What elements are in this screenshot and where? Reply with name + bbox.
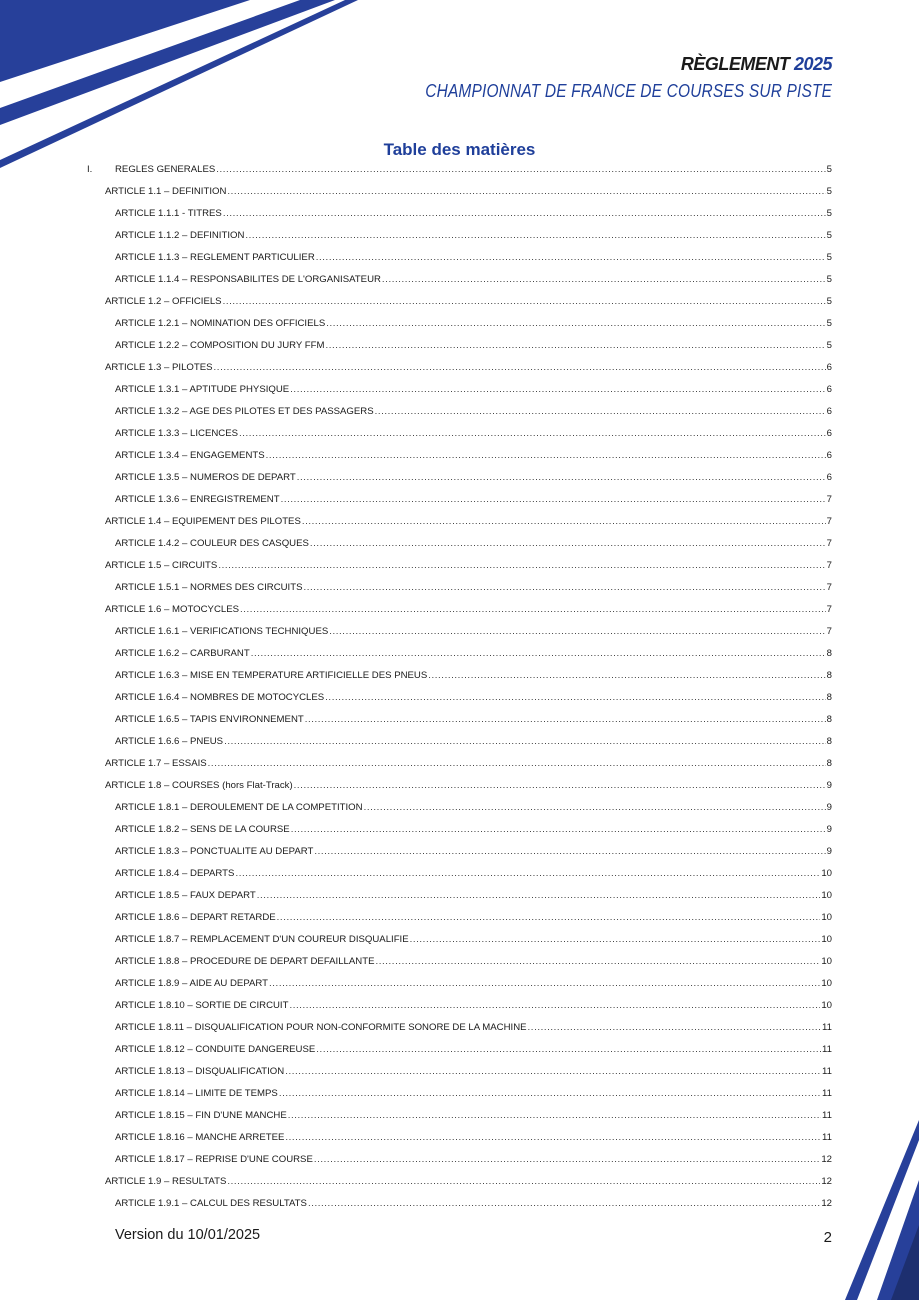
toc-entry[interactable] [115, 468, 832, 484]
document-header [359, 52, 832, 104]
toc-entry-page: 5 [826, 340, 832, 351]
toc-entry-page: 11 [822, 1110, 832, 1121]
toc-entry[interactable] [115, 1150, 832, 1166]
toc-entry-label: ARTICLE 1.1.1 - TITRES [115, 208, 222, 219]
toc-dot-leader [227, 1176, 820, 1188]
toc-entry-page: 11 [822, 1022, 832, 1033]
toc-entry-label: ARTICLE 1.8.4 – DEPARTS [115, 868, 235, 879]
toc-entry-page: 8 [826, 736, 832, 747]
toc-entry[interactable] [105, 1172, 832, 1188]
toc-entry[interactable] [115, 424, 832, 440]
toc-entry-page: 11 [822, 1088, 832, 1099]
toc-entry-label: ARTICLE 1.8.16 – MANCHE ARRETEE [115, 1132, 285, 1143]
toc-dot-leader [305, 714, 826, 726]
toc-entry-page: 5 [826, 186, 832, 197]
toc-entry-label: ARTICLE 1.6.1 – VERIFICATIONS TECHNIQUES [115, 626, 329, 637]
toc-entry[interactable] [115, 534, 832, 550]
toc-entry-page: 8 [826, 648, 832, 659]
toc-entry[interactable] [115, 204, 832, 220]
toc-entry[interactable] [115, 1084, 832, 1100]
toc-entry-label: ARTICLE 1.6.3 – MISE EN TEMPERATURE ARTIFICIELLE DES PNEUS [115, 670, 428, 681]
toc-entry-label: ARTICLE 1.8.5 – FAUX DEPART [115, 890, 256, 901]
toc-entry[interactable] [115, 1040, 832, 1056]
toc-entry-page: 11 [822, 1044, 832, 1055]
toc-entry-page: 12 [821, 1198, 832, 1209]
toc-dot-leader [266, 450, 826, 462]
toc-entry-page: 10 [821, 956, 832, 967]
reglement-year: 2025 [793, 54, 832, 74]
toc-entry-label: ARTICLE 1.8 – COURSES (hors Flat-Track) [105, 780, 293, 791]
toc-dot-leader [223, 296, 826, 308]
toc-dot-leader [240, 604, 826, 616]
toc-dot-leader [277, 912, 821, 924]
reglement-title [359, 52, 832, 76]
toc-entry-page: 9 [826, 824, 832, 835]
toc-entry[interactable] [105, 754, 832, 770]
toc-dot-leader [302, 516, 826, 528]
toc-entry-label: ARTICLE 1.3.2 – AGE DES PILOTES ET DES PASSAGERS [115, 406, 374, 417]
toc-entry[interactable] [115, 952, 832, 968]
toc-dot-leader [224, 736, 826, 748]
toc-entry-label: ARTICLE 1.2.1 – NOMINATION DES OFFICIELS [115, 318, 326, 329]
toc-entry-label: ARTICLE 1.8.9 – AIDE AU DEPART [115, 978, 269, 989]
toc-entry[interactable] [105, 182, 832, 198]
toc-entry[interactable] [115, 886, 832, 902]
toc-entry-page: 6 [826, 406, 832, 417]
toc-entry[interactable] [105, 512, 832, 528]
toc-entry[interactable] [115, 578, 832, 594]
toc-entry-label: ARTICLE 1.8.11 – DISQUALIFICATION POUR NON-CONFORMITE SONORE DE LA MACHINE [115, 1022, 527, 1033]
toc-entry-label: ARTICLE 1.8.3 – PONCTUALITE AU DEPART [115, 846, 314, 857]
toc-dot-leader [410, 934, 821, 946]
toc-entry-label: ARTICLE 1.1.4 – RESPONSABILITES DE L'ORGANISATEUR [115, 274, 381, 285]
toc-dot-leader [291, 824, 826, 836]
toc-entry[interactable] [115, 402, 832, 418]
toc-entry-page: 6 [826, 384, 832, 395]
toc-entry[interactable] [115, 710, 832, 726]
toc-dot-leader [227, 186, 825, 198]
toc-dot-leader [314, 846, 825, 858]
reglement-label: RÈGLEMENT [680, 54, 790, 74]
toc-entry[interactable] [115, 490, 832, 506]
toc-entry-label: ARTICLE 1.8.15 – FIN D'UNE MANCHE [115, 1110, 287, 1121]
toc-entry-label: ARTICLE 1.3.5 – NUMEROS DE DEPART [115, 472, 296, 483]
toc-entry[interactable] [115, 930, 832, 946]
toc-dot-leader [364, 802, 826, 814]
toc-entry-page: 6 [826, 362, 832, 373]
toc-entry-page: 7 [826, 582, 832, 593]
footer-page-number: 2 [823, 1229, 832, 1246]
toc-dot-leader [235, 868, 820, 880]
toc-entry[interactable] [115, 996, 832, 1012]
toc-entry-label: ARTICLE 1.4.2 – COULEUR DES CASQUES [115, 538, 309, 549]
toc-title: Table des matières [383, 140, 536, 159]
toc-entry[interactable] [115, 864, 832, 880]
toc-entry[interactable] [115, 666, 832, 682]
toc-dot-leader [294, 780, 826, 792]
championship-subtitle: CHAMPIONNAT DE FRANCE DE COURSES SUR PISTE [425, 81, 832, 101]
toc-dot-leader [326, 340, 826, 352]
toc-entry-label: ARTICLE 1.3.3 – LICENCES [115, 428, 238, 439]
toc-entry[interactable] [115, 1128, 832, 1144]
footer-version: Version du 10/01/2025 [115, 1227, 261, 1243]
toc-entry[interactable] [105, 776, 832, 792]
toc-dot-leader [218, 560, 825, 572]
toc-entry-label: ARTICLE 1.1.3 – REGLEMENT PARTICULIER [115, 252, 315, 263]
toc-entry-label: ARTICLE 1.8.13 – DISQUALIFICATION [115, 1066, 285, 1077]
toc-dot-leader [216, 164, 825, 176]
toc-entry-label: ARTICLE 1.6 – MOTOCYCLES [105, 604, 240, 615]
toc-entry-page: 9 [826, 780, 832, 791]
toc-entry-page: 6 [826, 428, 832, 439]
toc-entry-label: ARTICLE 1.5.1 – NORMES DES CIRCUITS [115, 582, 303, 593]
toc-entry-page: 8 [826, 692, 832, 703]
toc-dot-leader [223, 208, 826, 220]
toc-entry-label: ARTICLE 1.8.12 – CONDUITE DANGEREUSE [115, 1044, 316, 1055]
toc-entry-label: ARTICLE 1.8.6 – DEPART RETARDE [115, 912, 276, 923]
toc-dot-leader [325, 692, 825, 704]
toc-entry-page: 8 [826, 714, 832, 725]
toc-entry-page: 6 [826, 450, 832, 461]
toc-entry-page: 5 [826, 230, 832, 241]
toc-entry-label: REGLES GENERALES [115, 164, 216, 175]
toc-dot-leader [308, 1198, 820, 1210]
toc-dot-leader [281, 494, 826, 506]
toc-entry[interactable] [115, 226, 832, 242]
toc-dot-leader [310, 538, 826, 550]
toc-entry[interactable] [115, 1194, 832, 1210]
corner-decoration-bottom-right [839, 1120, 919, 1300]
toc-entry-page: 7 [826, 604, 832, 615]
toc-entry[interactable] [105, 600, 832, 616]
toc-dot-leader [245, 230, 825, 242]
toc-entry[interactable] [87, 160, 832, 176]
toc-entry-label: ARTICLE 1.2 – OFFICIELS [105, 296, 222, 307]
toc-entry-label: ARTICLE 1.6.5 – TAPIS ENVIRONNEMENT [115, 714, 304, 725]
toc-entry[interactable] [105, 358, 832, 374]
toc-dot-leader [269, 978, 820, 990]
toc-entry-label: ARTICLE 1.3 – PILOTES [105, 362, 213, 373]
toc-entry-page: 10 [821, 868, 832, 879]
toc-entry-page: 7 [826, 494, 832, 505]
toc-entry-label: ARTICLE 1.5 – CIRCUITS [105, 560, 218, 571]
toc-entry[interactable] [115, 270, 832, 286]
toc-entry-label: ARTICLE 1.8.7 – REMPLACEMENT D'UN COUREUR DISQUALIFIE [115, 934, 409, 945]
toc-entry-label: ARTICLE 1.3.1 – APTITUDE PHYSIQUE [115, 384, 290, 395]
toc-dot-leader [251, 648, 826, 660]
toc-entry-page: 7 [826, 538, 832, 549]
toc-entry[interactable] [115, 1062, 832, 1078]
toc-dot-leader [214, 362, 826, 374]
toc-entry[interactable] [115, 644, 832, 660]
toc-dot-leader [528, 1022, 821, 1034]
toc-dot-leader [428, 670, 825, 682]
toc-entry[interactable] [115, 798, 832, 814]
toc-entry-page: 7 [826, 516, 832, 527]
toc-entry-page: 8 [826, 670, 832, 681]
toc-dot-leader [289, 1000, 820, 1012]
toc-entry[interactable] [115, 336, 832, 352]
toc-entry-label: ARTICLE 1.6.2 – CARBURANT [115, 648, 250, 659]
toc-dot-leader [382, 274, 826, 286]
toc-entry-label: ARTICLE 1.8.10 – SORTIE DE CIRCUIT [115, 1000, 289, 1011]
toc-entry[interactable] [115, 820, 832, 836]
toc-entry[interactable] [115, 1018, 832, 1034]
toc-entry-label: ARTICLE 1.8.8 – PROCEDURE DE DEPART DEFAILLANTE [115, 956, 375, 967]
toc-entry-page: 10 [821, 1000, 832, 1011]
toc-entry-label: ARTICLE 1.3.4 – ENGAGEMENTS [115, 450, 265, 461]
toc-entry[interactable] [115, 622, 832, 638]
toc-dot-leader [279, 1088, 821, 1100]
toc-dot-leader [375, 406, 826, 418]
toc-entry-page: 7 [826, 626, 832, 637]
toc-dot-leader [303, 582, 825, 594]
toc-dot-leader [290, 384, 825, 396]
toc-entry-label: ARTICLE 1.8.2 – SENS DE LA COURSE [115, 824, 290, 835]
toc-entry-label: ARTICLE 1.9 – RESULTATS [105, 1176, 227, 1187]
toc-entry-page: 9 [826, 802, 832, 813]
toc-dot-leader [329, 626, 825, 638]
toc-entry[interactable] [115, 732, 832, 748]
toc-entry[interactable] [115, 1106, 832, 1122]
toc-entry[interactable] [115, 380, 832, 396]
toc-entry-label: ARTICLE 1.7 – ESSAIS [105, 758, 207, 769]
toc-entry[interactable] [115, 446, 832, 462]
toc-entry[interactable] [115, 688, 832, 704]
toc-dot-leader [375, 956, 820, 968]
toc-dot-leader [239, 428, 826, 440]
toc-dot-leader [285, 1132, 821, 1144]
toc-entry-page: 5 [826, 296, 832, 307]
toc-entry-page: 5 [826, 252, 832, 263]
toc-entry-label: ARTICLE 1.2.2 – COMPOSITION DU JURY FFM [115, 340, 325, 351]
toc-entry-label: ARTICLE 1.1 – DEFINITION [105, 186, 227, 197]
toc-entry-page: 7 [826, 560, 832, 571]
toc-entry-number: I. [87, 164, 93, 175]
toc-entry-label: ARTICLE 1.6.6 – PNEUS [115, 736, 224, 747]
toc-entry-page: 5 [826, 318, 832, 329]
toc-entry[interactable] [105, 556, 832, 572]
toc-entry-page: 10 [821, 934, 832, 945]
toc-entry-page: 6 [826, 472, 832, 483]
toc-entry-label: ARTICLE 1.9.1 – CALCUL DES RESULTATS [115, 1198, 307, 1209]
toc-entry-label: ARTICLE 1.8.14 – LIMITE DE TEMPS [115, 1088, 278, 1099]
toc-entry-page: 8 [826, 758, 832, 769]
toc-dot-leader [326, 318, 825, 330]
toc-entry-page: 5 [826, 164, 832, 175]
toc-entry-page: 10 [821, 890, 832, 901]
toc-dot-leader [297, 472, 826, 484]
toc-entry-page: 12 [821, 1154, 832, 1165]
toc-entry-page: 5 [826, 274, 832, 285]
toc-entry[interactable] [115, 248, 832, 264]
toc-entry-label: ARTICLE 1.8.17 – REPRISE D'UNE COURSE [115, 1154, 313, 1165]
toc-entry-label: ARTICLE 1.1.2 – DEFINITION [115, 230, 245, 241]
toc-dot-leader [316, 252, 826, 264]
toc-entry[interactable] [115, 314, 832, 330]
toc-dot-leader [316, 1044, 821, 1056]
toc-dot-leader [208, 758, 826, 770]
toc-entry-page: 5 [826, 208, 832, 219]
toc-entry[interactable] [105, 292, 832, 308]
toc-dot-leader [257, 890, 821, 902]
toc-entry[interactable] [115, 842, 832, 858]
toc-dot-leader [314, 1154, 820, 1166]
toc-entry[interactable] [115, 908, 832, 924]
toc-entry-page: 11 [822, 1066, 832, 1077]
toc-dot-leader [288, 1110, 821, 1122]
toc-entry-page: 12 [821, 1176, 832, 1187]
toc-entry-page: 10 [821, 912, 832, 923]
toc-entry-page: 11 [822, 1132, 832, 1143]
toc-entry-label: ARTICLE 1.8.1 – DEROULEMENT DE LA COMPETITION [115, 802, 363, 813]
toc-entry-label: ARTICLE 1.4 – EQUIPEMENT DES PILOTES [105, 516, 301, 527]
toc-entry[interactable] [115, 974, 832, 990]
toc-entry-label: ARTICLE 1.3.6 – ENREGISTREMENT [115, 494, 280, 505]
toc-entry-page: 10 [821, 978, 832, 989]
toc-entry-label: ARTICLE 1.6.4 – NOMBRES DE MOTOCYCLES [115, 692, 325, 703]
toc-dot-leader [285, 1066, 821, 1078]
toc-entry-page: 9 [826, 846, 832, 857]
